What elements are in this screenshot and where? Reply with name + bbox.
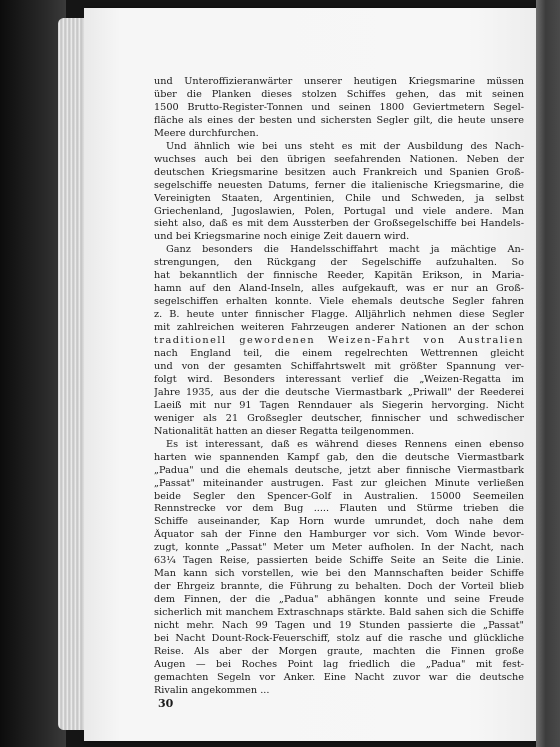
text-line: traditionell gewordenen Weizen-Fahrt von Australien [154, 335, 524, 347]
text-line: 1500 Brutto-Register-Tonnen und seinen 1800 Geviertmetern Segel- [154, 101, 524, 113]
text-line: mit zahlreichen weiteren Fahrzeugen anderer Nationen an der schon [154, 322, 524, 334]
text-line: nicht mehr. Nach 99 Tagen und 19 Stunden passierte die „Passat" [154, 620, 524, 632]
text-line: dem Finnen, der die „Padua" abhängen konnte und seine Freude [154, 594, 524, 606]
paragraph-2 [154, 141, 524, 245]
text-line: „Passat" miteinander austrugen. Fast zur gleichen Minute verließen [154, 477, 524, 489]
text-line: Rivalin angekommen ... [154, 684, 270, 696]
text-line: Man kann sich vorstellen, wie bei den Mannschaften beider Schiffe [154, 568, 524, 580]
text-line: Laeiß mit nur 91 Tagen Renndauer als Siegerin hervorging. Nicht [154, 399, 524, 411]
background-left [0, 0, 66, 747]
text-line: deutschen Kriegsmarine besitzen auch Frankreich und Spanien Groß- [154, 166, 524, 178]
text-line: sieht also, daß es mit dem Aussterben der Großsegelschiffe bei Handels- [154, 218, 524, 230]
text-line: wuchses auch bei den übrigen seefahrenden Nationen. Neben der [154, 153, 524, 165]
text-line: über die Planken dieses stolzen Schiffes gehen, das mit seinen [154, 88, 524, 100]
book-right-edge [536, 0, 560, 747]
text-line: Und ähnlich wie bei uns steht es mit der Ausbildung des Nach- [166, 140, 524, 152]
text-line: harten wie spannenden Kampf gab, den die deutsche Viermastbark [154, 451, 524, 463]
text-line: Ganz besonders die Handelsschiffahrt macht ja mächtige An- [166, 244, 524, 256]
body-text [154, 76, 524, 698]
text-line: Meere durchfurchen. [154, 127, 259, 139]
text-line: Augen — bei Roches Point lag friedlich die „Padua" mit fest- [154, 658, 524, 670]
text-line: und von der gesamten Schiffahrtswelt mit größter Spannung ver- [154, 360, 524, 372]
text-line: Reise. Als aber der Morgen graute, machten die Finnen große [154, 645, 524, 657]
text-line: Äquator sah der Finne den Hamburger vor sich. Vom Winde bevor- [154, 529, 524, 541]
paragraph-3 [154, 244, 524, 438]
text-line: Schiffe auseinander, Kap Horn wurde umrundet, doch nahe dem [154, 516, 524, 528]
text-line: Es ist interessant, daß es während dieses Rennens einen ebenso [166, 438, 524, 450]
text-line: sicherlich mit manchem Extraschnaps stärkte. Bald sahen sich die Schiffe [154, 607, 524, 619]
text-line: „Padua" und die ehemals deutsche, jetzt aber finnische Viermastbark [154, 464, 524, 476]
text-line: zugt, konnte „Passat" Meter um Meter aufholen. In der Nacht, nach [154, 542, 524, 554]
text-line: Rennstrecke vor dem Bug ..... Flauten und Stürme trieben die [154, 503, 524, 515]
text-line: segelschiffe neuesten Datums, ferner die italienische Kriegsmarine, die [154, 179, 524, 191]
text-line: strengungen, den Rückgang der Segelschiffe aufzuhalten. So [154, 257, 524, 269]
text-line: segelschiffen erhalten konnte. Viele ehemals deutsche Segler fahren [154, 296, 524, 308]
text-line: und bei Kriegsmarine noch einige Zeit dauern wird. [154, 231, 410, 243]
text-line: Nationalität hatten an dieser Regatta teilgenommen. [154, 425, 415, 437]
text-line: hamn auf den Aland-Inseln, alles aufgekauft, was er nur an Groß- [154, 283, 524, 295]
text-line: 63¼ Tagen Reise, passierten beide Schiffe Seite an Seite die Linie. [154, 555, 524, 567]
text-line: z. B. heute unter finnischer Flagge. Alljährlich nehmen diese Segler [154, 309, 524, 321]
page-number: 30 [158, 697, 174, 710]
text-line: der Ehrgeiz brannte, die Führung zu behalten. Doch der Vorteil blieb [154, 581, 524, 593]
text-line: weniger als 21 Großsegler deutscher, finnischer und schwedischer [154, 412, 524, 424]
text-line: Jahre 1935, aus der die deutsche Viermastbark „Priwall" der Reederei [154, 386, 524, 398]
paragraph-1 [154, 76, 524, 141]
text-line: und Unteroffizieranwärter unserer heutigen Kriegsmarine müssen [154, 76, 524, 87]
text-line: Griechenland, Jugoslawien, Polen, Portugal und viele andere. Man [154, 205, 524, 217]
text-line: nach England teil, die einem regelrechten Wettrennen gleicht [154, 348, 524, 360]
text-line: hat bekanntlich der finnische Reeder, Kapitän Erikson, in Maria- [154, 270, 524, 282]
text-line: folgt wird. Besonders interessant verlief die „Weizen-Regatta im [154, 373, 524, 385]
text-line: fläche als eines der besten und sichersten Segler gilt, die heute unsere [154, 114, 524, 126]
text-line: beide Segler den Spencer-Golf in Australien. 15000 Seemeilen [154, 490, 524, 502]
text-line: Vereinigten Staaten, Argentinien, Chile und Schweden, ja selbst [154, 192, 524, 204]
text-line: bei Nacht Dount-Rock-Feuerschiff, stolz auf die rasche und glückliche [154, 632, 524, 644]
text-line: gemachten Segeln vor Anker. Eine Nacht zuvor war die deutsche [154, 671, 524, 683]
paragraph-4 [154, 439, 524, 698]
